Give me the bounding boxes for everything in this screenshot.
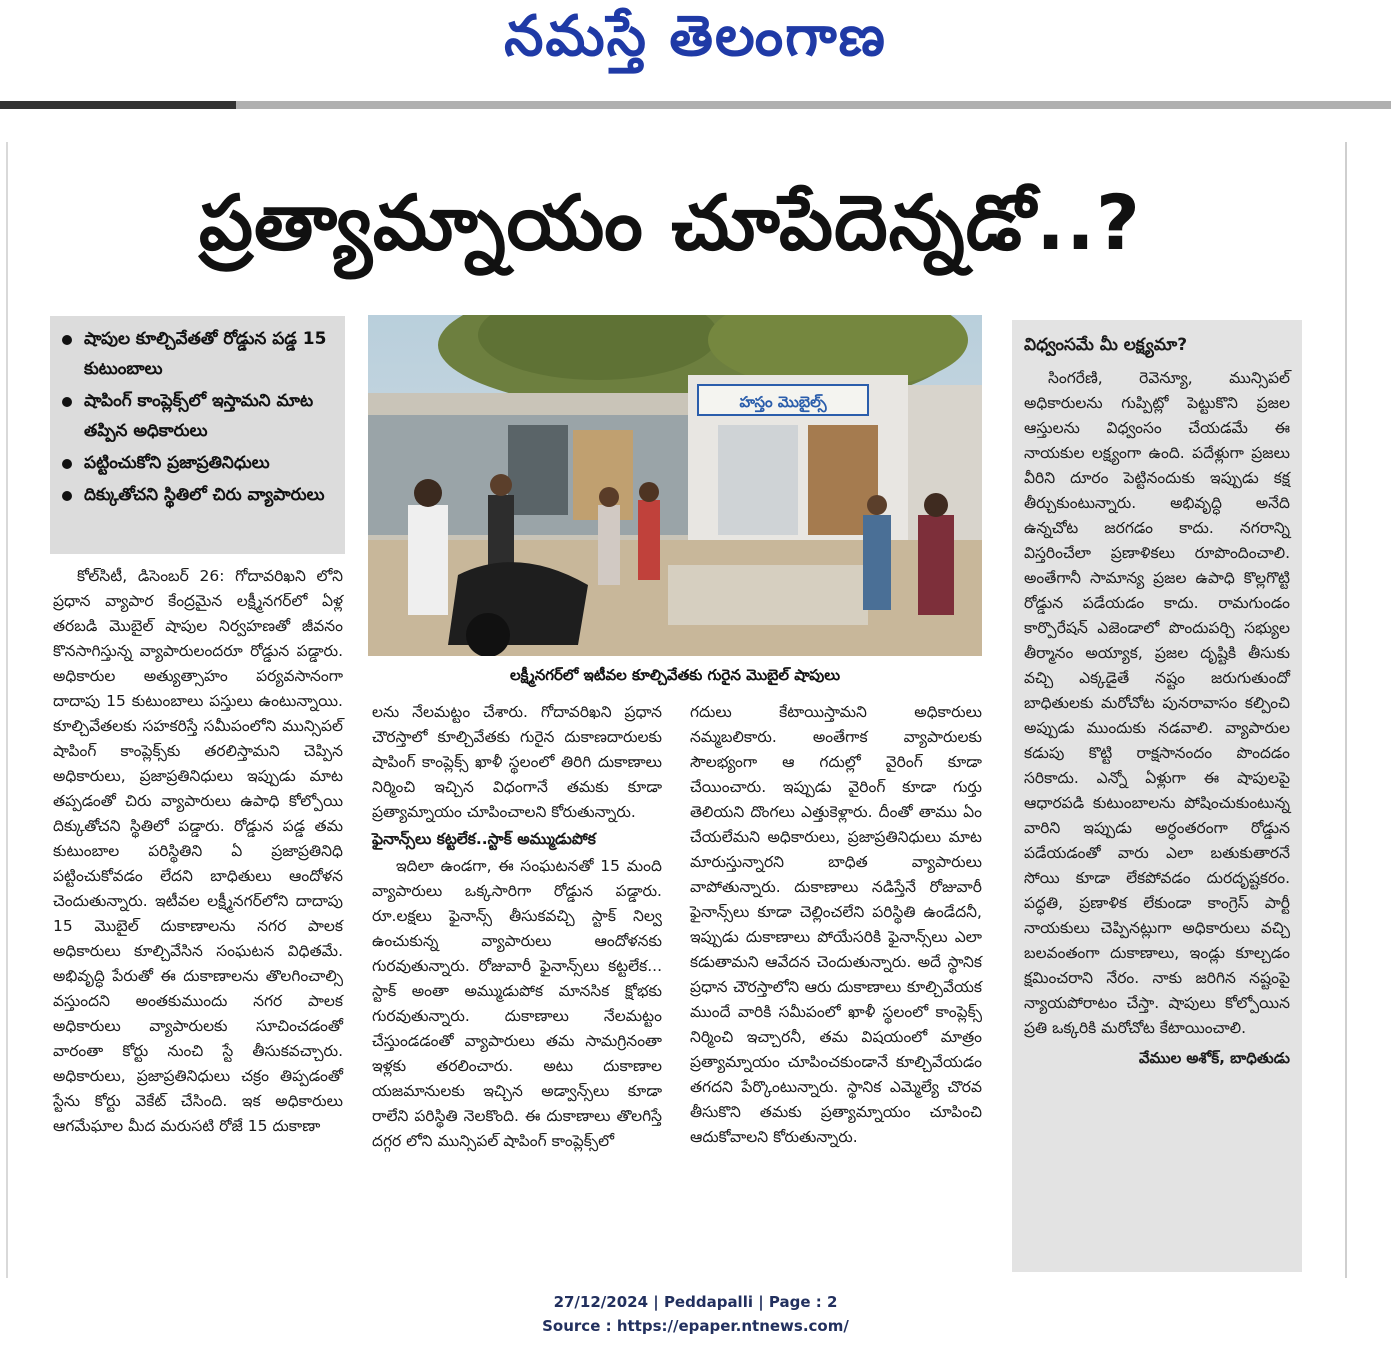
- article-border-right: [1345, 142, 1347, 1278]
- highlight-item: [62, 386, 333, 446]
- demolished-shops-photo: [368, 315, 982, 656]
- bullet-icon: [62, 397, 72, 407]
- body-paragraph: కోల్‌సిటీ, డిసెంబర్ 26: గోదావరిఖని లోని ప్రధాన వ్యాపార కేంద్రమైన లక్ష్మీనగర్‌లో ఏళ్ల తరబడి మొబైల్ షాపుల నిర్వహణతో జీవనం కొనసాగిస్తున్న వ్యాపారులందరూ రోడ్డున పడ్డారు. అధికారుల అత్యుత్సాహం పర్యవసానంగా దాదాపు 15 కుటుంబాలు పస్తులు ఉంటున్నాయి. కూల్చివేతలకు సహకరిస్తే సమీపంలోని మున్సిపల్ షాపింగ్ కాంప్లెక్స్‌కు తరలిస్తామని చెప్పిన అధికారులు, ప్రజాప్రతినిధులు ఇప్పుడు మాట తప్పడంతో చిరు వ్యాపారులు ఉపాధి కోల్పోయి దిక్కుతోచని స్థితిలో పడ్డారు. రోడ్డున పడ్డ తమ కుటుంబాల పరిస్థితిని ఏ ప్రజాప్రతినిధి పట్టించుకోవడం లేదని బాధితులు ఆందోళన చెందుతున్నారు. ఇటీవల లక్ష్మీనగర్‌లోని దాదాపు 15 మొబైల్ దుకాణాలను నగర పాలక అధికారులు కూల్చివేసిన సంఘటన విధితమే. అభివృద్ధి పేరుతో ఈ దుకాణాలను తొలగించాల్సి వస్తుందని అంతకుముందు నగర పాలక అధికారులు వ్యాపారులకు సూచించడంతో వారంతా కోర్టు నుంచి స్టే తీసుకవచ్చారు. అధికారులు, ప్రజాప్రతినిధులు చక్రం తిప్పడంతో స్టేను కోర్టు వెకేట్ చేసింది. ఇక అధికారులు ఆగమేఘాల మీద మరుసటి రోజే 15 దుకాణా: [53, 567, 343, 1135]
- highlight-text: షాపింగ్ కాంప్లెక్స్‌లో ఇస్తామని మాట తప్పిన అధికారులు: [84, 391, 314, 441]
- sidebar-body: సింగరేణి, రెవెన్యూ, మున్సిపల్ అధికారులను గుప్పిట్లో పెట్టుకొని ప్రజల ఆస్తులను విధ్వంసం చేయడమే ఈ నాయకుల లక్ష్యంగా ఉంది. పదేళ్లుగా ప్రజలు వీరిని దూరం పెట్టినందుకు ఇప్పుడు కక్ష తీర్చుకుంటున్నారు. అభివృద్ధి అనేది ఉన్నచోట జరగడం కాదు. నగరాన్ని విస్తరించేలా ప్రణాళికలు రూపొందించాలి. అంతేగానీ సామాన్య ప్రజల ఉపాధి కొల్లగొట్టి రోడ్డున పడేయడం కాదు. రామగుండం కార్పొరేషన్ ఎజెండాలో పొందుపర్చి సభ్యుల తీర్మానం అయ్యాక, ప్రజల దృష్టికి తీసుకు వచ్చి ఎక్కడైతే నష్టం జరుగుతుందో బాధితులకు మరోచోట పునరావాసం కల్పించి అప్పుడు ముందుకు నడవాలి. వ్యాపారుల కడుపు కొట్టి రాక్షసానందం పొందడం సరికాదు. ఎన్నో ఏళ్లుగా ఈ షాపులపై ఆధారపడి కుటుంబాలను పోషించుకుంటున్న వారిని ఇప్పుడు అర్ధంతరంగా రోడ్డున పడేయడంతో వారు ఎలా బతుకుతారనే సోయి కూడా లేకపోవడం దురదృష్టకరం. పద్ధతి, ప్రణాళిక లేకుండా కాంగ్రెస్ పార్టీ నాయకులు చెప్పినట్లుగా అధికారులు వచ్చి బలవంతంగా దుకాణాలు, ఇండ్లు కూల్చడం క్షమించరాని నేరం. నాకు జరిగిన నష్టంపై న్యాయపోరాటం చేస్తా. షాపులు కోల్పోయిన ప్రతి ఒక్కరికి మరోచోట కేటాయించాలి.: [1024, 369, 1290, 1037]
- masthead-rule-accent: [0, 101, 236, 109]
- edition-info: 27/12/2024 | Peddapalli | Page : 2: [553, 1293, 838, 1311]
- photo-caption: లక్ష్మీనగర్‌లో ఇటీవల కూల్చివేతకు గురైన మొబైల్ షాపులు: [509, 666, 841, 684]
- article-column-3: [690, 700, 982, 1150]
- bullet-icon: [62, 335, 72, 345]
- article-border-left: [6, 142, 8, 1278]
- shop-sign: హస్తం మొబైల్స్: [739, 393, 827, 411]
- highlight-item: [62, 480, 333, 510]
- news-photo: [368, 315, 982, 656]
- masthead-logo: నమస్తే తెలంగాణ: [504, 4, 887, 69]
- highlight-item: [62, 324, 333, 384]
- body-paragraph: గదులు కేటాయిస్తామని అధికారులు నమ్మబలికారు. అంతేగాక వ్యాపారులకు సౌలభ్యంగా ఆ గదుల్లో వైరింగ్ కూడా చేయించారు. ఇప్పుడు వైరింగ్ కూడా గుర్తు తెలియని దొంగలు ఎత్తుకెళ్లారు. దీంతో తాము ఏం చేయలేమని అధికారులు, ప్రజాప్రతినిధులు మాట మారుస్తున్నారని బాధిత వ్యాపారులు వాపోతున్నారు. దుకాణాలు నడిస్తేనే రోజువారీ ఫైనాన్స్‌లు కూడా చెల్లించలేని పరిస్థితి ఉండేదనీ, ఇప్పుడు దుకాణాలు పోయేసరికి ఫైనాన్స్‌లు ఎలా కడుతామని ఆవేదన చెందుతున్నారు. అదే స్థానిక ప్రధాన చౌరస్తాలోని ఆరు దుకాణాలు కూల్చివేయక ముందే వారికి సమీపంలో ఖాళీ స్థలంలో కాంప్లెక్స్ నిర్మించి ఇచ్చారనీ, తమ విషయంలో మాత్రం ప్రత్యామ్నాయం చూపించకుండానే కూల్చివేయడం తగదని పేర్కొంటున్నారు. స్థానిక ఎమ్మెల్యే చొరవ తీసుకొని తమకు ప్రత్యామ్నాయం చూపించి ఆదుకోవాలని కోరుతున్నారు.: [690, 703, 982, 1146]
- article-headline: ప్రత్యామ్నాయం చూపేదెన్నడో..?: [198, 178, 1142, 267]
- article-column-1: [53, 564, 343, 1139]
- article-subheading: ఫైనాన్స్‌లు కట్టలేక..స్టాక్ అమ్ముడుపోక: [372, 830, 596, 848]
- article-column-2: [372, 700, 662, 1154]
- body-paragraph: ఇదిలా ఉండగా, ఈ సంఘటనతో 15 మంది వ్యాపారులు ఒక్కసారిగా రోడ్డున పడ్డారు. రూ.లక్షలు ఫైనాన్స్ తీసుకవచ్చి స్టాక్ నిల్వ ఉంచుకున్న వ్యాపారులు ఆందోళనకు గురవుతున్నారు. రోజువారీ ఫైనాన్స్‌లు కట్టలేక... స్టాక్ అంతా అమ్ముడుపోక మానసిక క్షోభకు గురవుతున్నారు. దుకాణాలు నేలమట్టం చేస్తుండడంతో వ్యాపారులు తమ సామగ్రినంతా ఇళ్లకు తరలించారు. అటు దుకాణాల యజమానులకు ఇచ్చిన అడ్వాన్స్‌లు కూడా రాలేని పరిస్థితి నెలకొంది. ఈ దుకాణాలు తొలగిస్తే దగ్గర లోని మున్సిపల్ షాపింగ్ కాంప్లెక్స్‌లో: [372, 857, 662, 1150]
- sidebar-byline: వేముల అశోక్, బాధితుడు: [1138, 1049, 1290, 1067]
- body-paragraph: లను నేలమట్టం చేశారు. గోదావరిఖని ప్రధాన చౌరస్తాలో కూల్చివేతకు గురైన దుకాణదారులకు షాపింగ్ కాంప్లెక్స్ ఖాళీ స్థలంలో తిరిగి దుకాణాలు నిర్మించి ఇచ్చిన విధంగానే తమకు కూడా ప్రత్యామ్నాయం చూపించాలని కోరుతున్నారు.: [372, 703, 662, 821]
- page-footer: [0, 1290, 1391, 1338]
- highlight-item: [62, 448, 333, 478]
- sidebar-box: [1012, 320, 1302, 1272]
- masthead: [0, 0, 1391, 104]
- highlight-text: పట్టించుకోని ప్రజాప్రతినిధులు: [84, 453, 270, 473]
- highlight-text: దిక్కుతోచని స్థితిలో చిరు వ్యాపారులు: [84, 485, 325, 505]
- sidebar-heading: విధ్వంసమే మీ లక్ష్యమా?: [1024, 335, 1188, 355]
- source-link[interactable]: Source : https://epaper.ntnews.com/: [542, 1317, 849, 1335]
- highlight-text: షాపుల కూల్చివేతతో రోడ్డున పడ్డ 15 కుటుంబాలు: [84, 329, 327, 379]
- bullet-icon: [62, 491, 72, 501]
- bullet-icon: [62, 459, 72, 469]
- highlights-box: [50, 316, 345, 554]
